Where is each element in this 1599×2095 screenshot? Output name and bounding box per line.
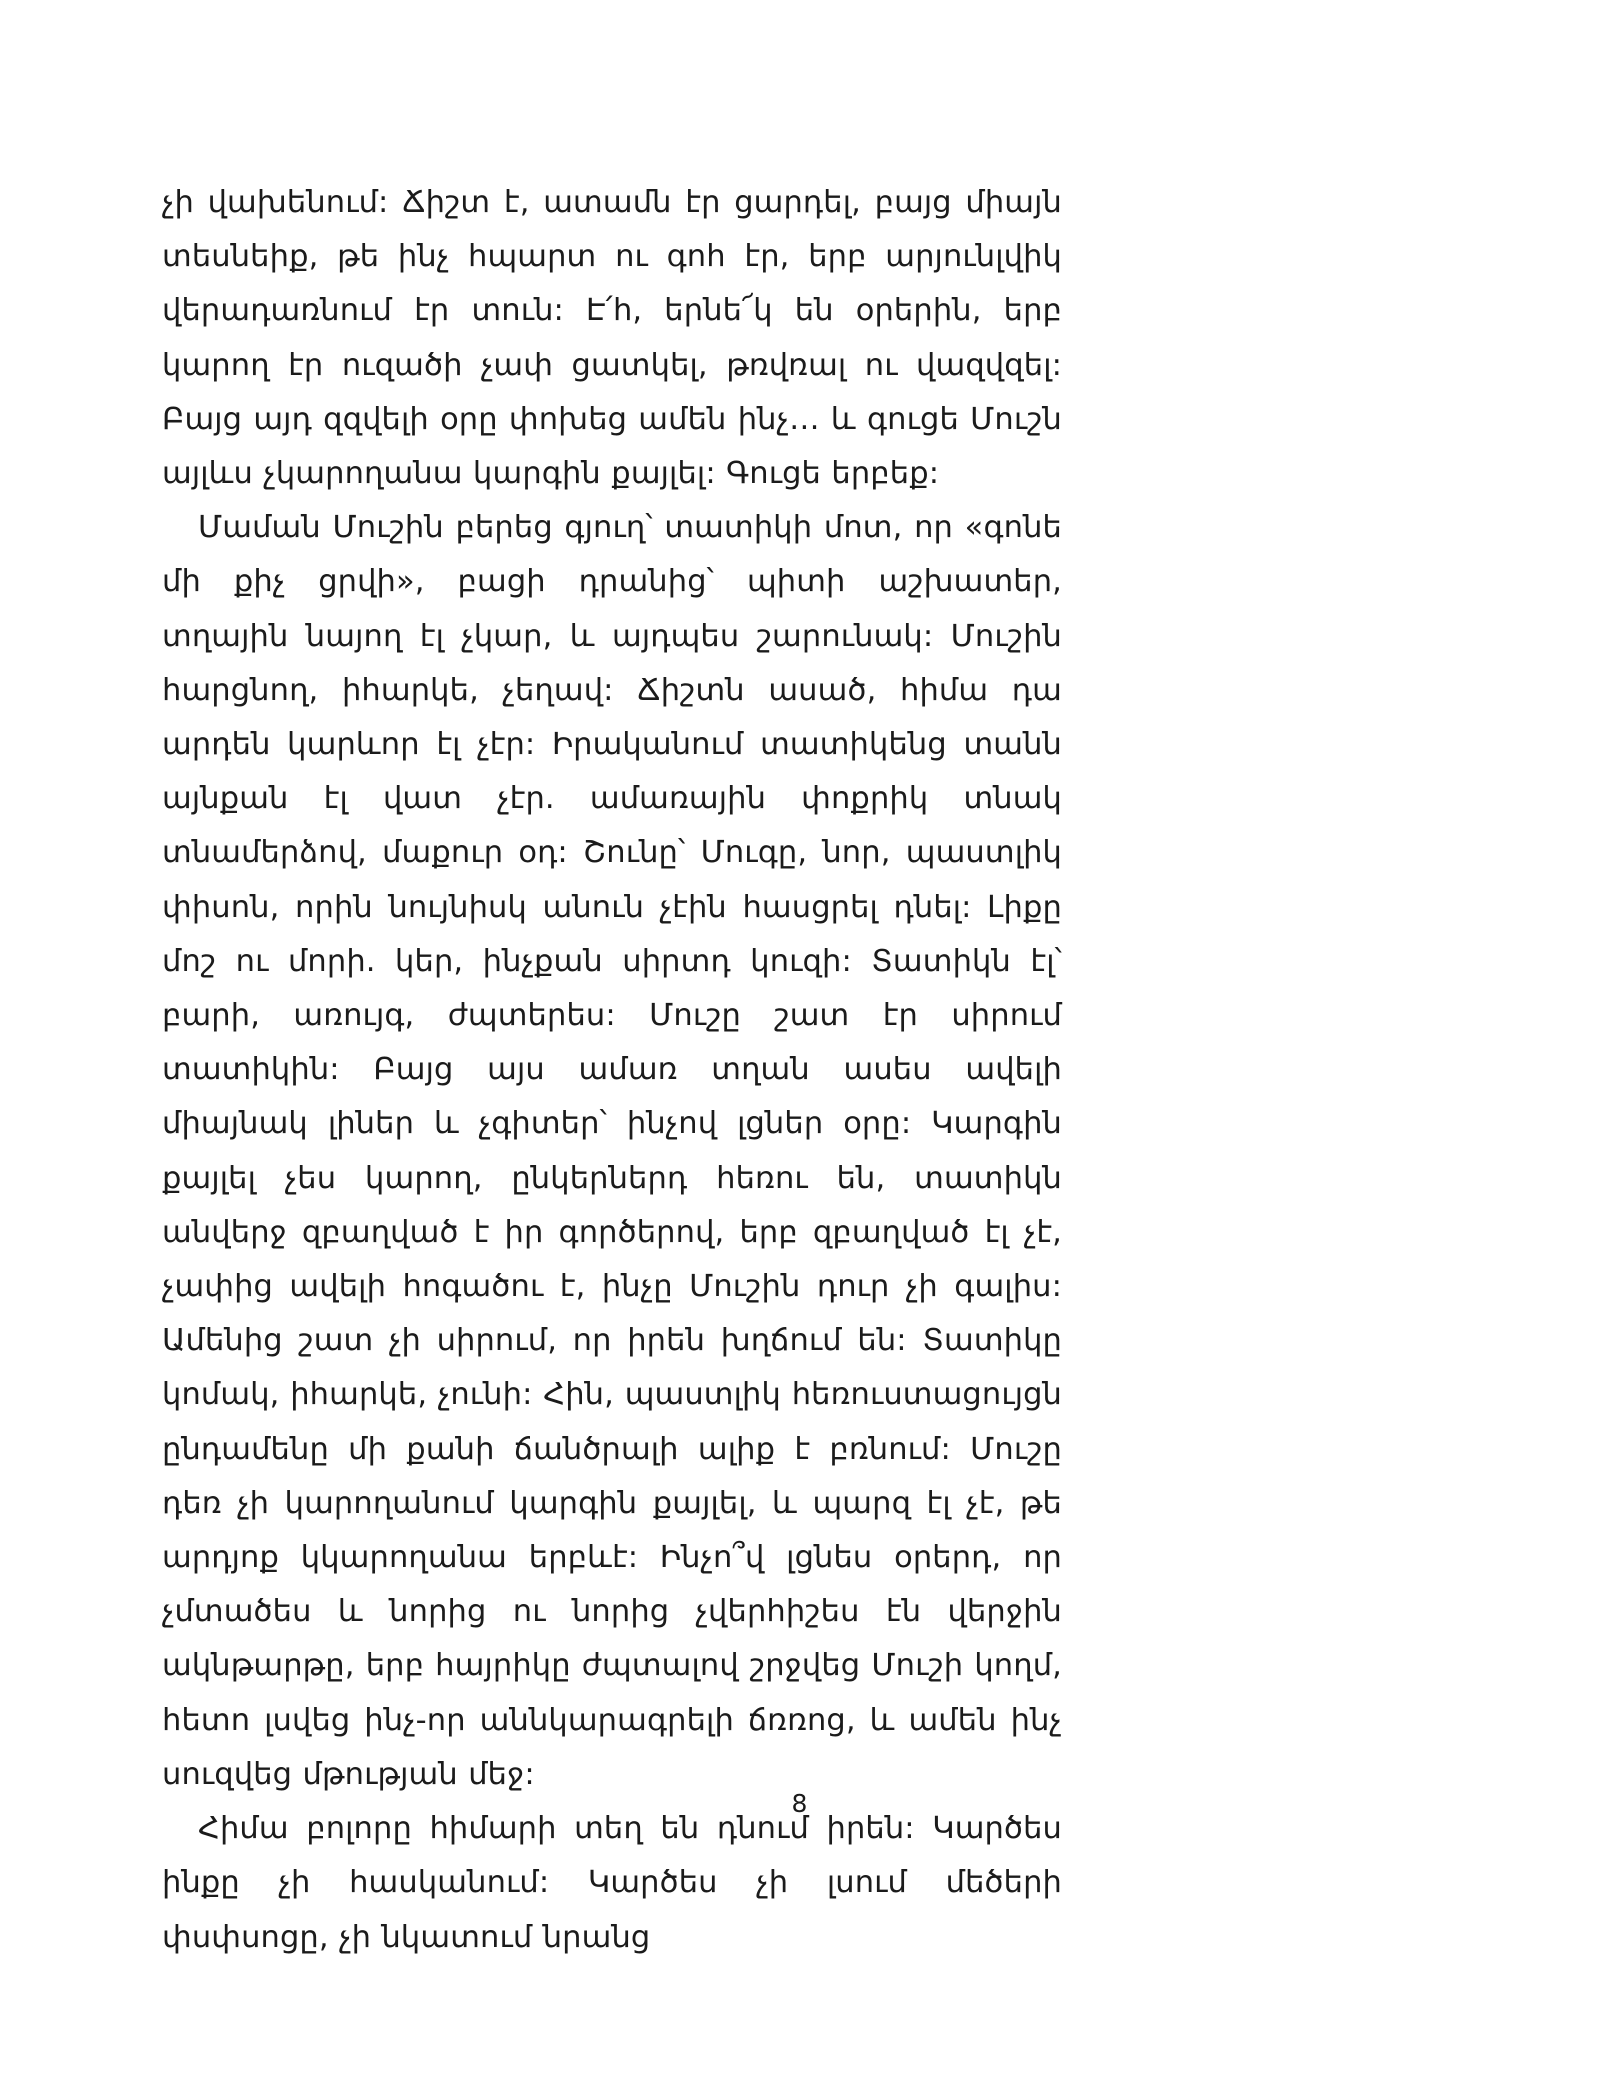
- body-paragraph-continued: չի վախենում: Ճիշտ է, ատամն էր ցարդել, բայց միայն տեսնեիք, թե ինչ հպարտ ու գոհ էր, երբ արյունլվիկ վերադառնում էր տուն: Է՛հ, երնե՜կ են օրերին, երբ կարող էր ուզածի չափ ցատկել, թռվռալ ու վազվզել: Բայց այդ զզվելի օրը փոխեց ամեն ինչ… և գուցե Մուշն այլևս չկարողանա կարգին քայլել: Գուցե երբեք:: [162, 185, 1062, 492]
- page-text-block: [162, 176, 1062, 1965]
- body-paragraph-pity: Հիմա բոլորը հիմարի տեղ են դնում իրեն: Կարծես ինքը չի հասկանում: Կարծես չի լսում մեծերի փսփսոցը, չի նկատում նրանց: [162, 1811, 1062, 1955]
- page-number: 8: [791, 1789, 808, 1818]
- body-paragraph-mother: Մաման Մուշին բերեց գյուղ՝ տատիկի մոտ, որ «գոնե մի քիչ ցրվի», բացի դրանից՝ պիտի աշխատեր, տղային նայող էլ չկար, և այդպես շարունակ: Մուշին հարցնող, իհարկե, չեղավ: Ճիշտն ասած, հիմա դա արդեն կարևոր էլ չէր: Իրականում տատիկենց տանն այնքան էլ վատ չէր. ամառային փոքրիկ տնակ տնամերձով, մաքուր օդ: Շունը՝ Մուգը, նոր, պաստլիկ փիսոն, որին նույնիսկ անուն չէին հասցրել դնել: Լիքը մոշ ու մորի. կեր, ինչքան սիրտդ կուզի: Տատիկն էլ՝ բարի, առույգ, ժպտերես: Մուշը շատ էր սիրում տատիկին: Բայց այս ամառ տղան ասես ավելի միայնակ լիներ և չգիտեր՝ ինչով լցներ օրը: Կարգին քայլել չես կարող, ընկերներդ հեռու են, տատիկն անվերջ զբաղված է իր գործերով, երբ զբաղված էլ չէ, չափից ավելի հոգածու է, ինչը Մուշին դուր չի գալիս: Ամենից շատ չի սիրում, որ իրեն խղճում են: Տատիկը կոմակ, իհարկե, չունի: Հին, պաստլիկ հեռուստացույցն ընդամենը մի քանի ճանծրալի ալիք է բռնում: Մուշը դեռ չի կարողանում կարգին քայլել, և պարզ էլ չէ, թե արդյոք կկարողանա երբևէ: Ինչո՞վ լցնես օրերդ, որ չմտածես և նորից ու նորից չվերհիշես էն վերջին ակնթարթը, երբ հայրիկը ժպտալով շրջվեց Մուշի կողմ, հետո լսվեց ինչ-որ աննկարագրելի ճռռոց, և ամեն ինչ սուզվեց մթության մեջ:: [162, 510, 1062, 1792]
